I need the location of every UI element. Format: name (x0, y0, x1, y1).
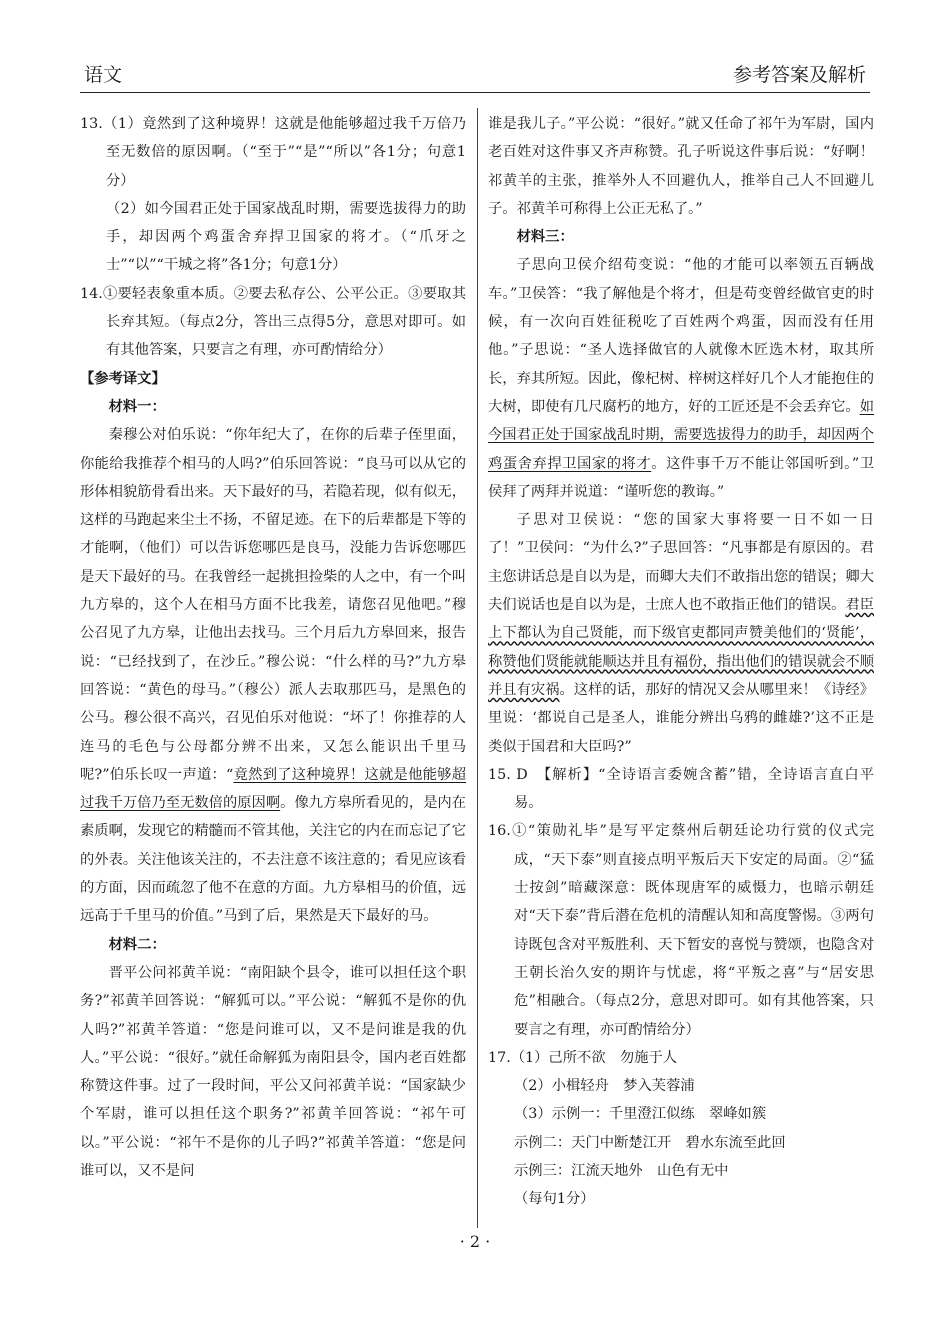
answer-17-2: （2）小楫轻舟 梦入芙蓉浦 (514, 1078, 695, 1095)
subject-label: 语文 (84, 64, 123, 86)
page-header (80, 56, 870, 96)
material-3-part-c: 子思对卫侯说：“您的国家大事将要一日不如一日了！”卫侯问：“为什么?”子思回答：“凡事都是有原因的。君主您讲话总是自以为是，而卿大夫们不敢指出您的错误；卿大夫们说话也是自以为是，士庶人也不敢指正他们的错误。 (488, 512, 875, 614)
material-3-part-b: 。这件事千万不能让邻国听到。”卫侯拜了两拜并说道：“谨听您的教诲。” (488, 455, 874, 500)
page-number: · 2 · (459, 1232, 491, 1251)
header-rule (80, 92, 870, 93)
material-3-heading: 材料三： (516, 229, 574, 246)
answer-17-4: 示例二：天门中断楚江开 碧水东流至此回 (514, 1134, 786, 1151)
material-3-part-d: 。这样的话，那好的情况又会从哪里来！《诗经》里说：‘都说自己是圣人，谁能分辨出乌鸦的雌雄?’这不正是类似于国君和大臣吗?” (488, 681, 875, 755)
translation-heading: 【参考译文】 (80, 370, 166, 387)
section-label: 参考答案及解析 (732, 64, 866, 86)
material-3-part-a: 子思向卫侯介绍苟变说：“他的才能可以率领五百辆战车。”卫侯答：“我了解他是个将才，但是苟变曾经做官吏的时候，有一次向百姓征税吃了百姓两个鸡蛋，因而没有任用他。”子思说：“圣人选择做官的人就像木匠选木材，取其所长，弃其所短。因此，像杞树、梓树这样好几个人才能抱住的大树，即使有几尺腐朽的地方，好的工匠还是不会丢弃它。 (488, 257, 875, 415)
material-1-text (80, 421, 466, 930)
answer-15: 15. D 【解析】“全诗语言委婉含蓄”错，全诗语言直白平易。 (488, 766, 874, 812)
answer-17-3: （3）示例一：千里澄江似练 翠峰如簇 (514, 1106, 767, 1123)
answer-17-6: （每句1分） (514, 1191, 595, 1208)
material-3-text (488, 251, 874, 506)
left-column (80, 110, 466, 1185)
material-2-text: 晋平公问祁黄羊说：“南阳缺个县令，谁可以担任这个职务?”祁黄羊回答说：“解狐可以。”平公说：“解狐不是你的仇人吗?”祁黄羊答道：“您是问谁可以，又不是问谁是我的仇人。”平公说：“很好。”就任命解狐为南阳县令，国内老百姓都称赞这件事。过了一段时间，平公又问祁黄羊说：“国家缺少个军尉，谁可以担任这个职务?”祁黄羊回答说：“祁午可以。”平公说：“祁午不是你的儿子吗?”祁黄羊答道：“您是问谁可以，又不是问 (80, 964, 466, 1179)
right-column (488, 110, 874, 1214)
material-2-heading: 材料二： (108, 936, 166, 953)
material-3-underlined: 如今国君正处于国家战乱时期，需要选拔得力的助手，却因两个鸡蛋舍弃捍卫国家的将才 (488, 398, 875, 472)
answer-17-5: 示例三：江流天地外 山色有无中 (514, 1162, 729, 1179)
answer-13-2: （2）如今国君正处于国家战乱时期，需要选拔得力的助手，却因两个鸡蛋舍弃捍卫国家的将才。（“爪牙之士”“以”“干城之将”各1分；句意1分） (106, 200, 466, 274)
material-1-part-b: 。像九方皋所看见的，是内在素质啊，发现它的精髓而不管其他，关注它的内在而忘记了它的外表。关注他该关注的，不去注意不该注意的；看见应该看的方面，因而疏忽了他不在意的方面。九方皋相马的价值，远远高于千里马的价值。”马到了后，果然是天下最好的马。 (80, 795, 467, 925)
material-1-heading: 材料一： (108, 398, 166, 415)
material-1-underlined: 竟然到了这种境界！这就是他能够超过我千万倍乃至无数倍的原因啊 (80, 766, 466, 812)
column-divider (477, 108, 478, 1228)
material-3-wavy: 君臣上下都认为自己贤能，而下级官吏都同声赞美他们的‘贤能’，称赞他们贤能就能顺达并且有福份，指出他们的错误就会不顺并且有灾祸 (488, 597, 875, 698)
answer-13-1: 13.（1）竟然到了这种境界！这就是他能够超过我千万倍乃至无数倍的原因啊。（“至于”“是”“所以”各1分；句意1分） (80, 116, 466, 189)
answer-14: 14.①要轻表象重本质。②要去私存公、公平公正。③要取其长弃其短。（每点2分，答出三点得5分，意思对即可。如有其他答案，只要言之有理，亦可酌情给分） (80, 285, 466, 359)
material-1-part-a: 秦穆公对伯乐说：“你年纪大了，在你的后辈子侄里面，你能给我推荐个相马的人吗?”伯乐回答说：“良马可以从它的形体相貌筋骨看出来。天下最好的马，若隐若现，似有似无，这样的马跑起来尘土不扬，不留足迹。在下的后辈都是下等的才能啊，（他们）可以告诉您哪匹是良马，没能力告诉您哪匹是天下最好的马。在我曾经一起挑担捡柴的人之中，有一个叫九方皋的，这个人在相马方面不比我差，请您召见他吧。”穆公召见了九方皋，让他出去找马。三个月后九方皋回来，报告说：“已经找到了，在沙丘。”穆公说：“什么样的马?”九方皋回答说：“黄色的母马。”（穆公）派人去取那匹马，是黑色的公马。穆公很不高兴，召见伯乐对他说：“坏了！你推荐的人连马的毛色与公母都分辨不出来，又怎么能识出千里马呢?”伯乐长叹一声道：“ (80, 427, 467, 783)
answer-17-1: 17.（1）己所不欲 勿施于人 (488, 1049, 678, 1066)
material-3-text-2 (488, 506, 874, 761)
material-2-continued: 谁是我儿子。”平公说：“很好。”就又任命了祁午为军尉，国内老百姓对这件事又齐声称赞。孔子听说这件事后说：“好啊！祁黄羊的主张，推举外人不回避仇人，推举自己人不回避儿子。祁黄羊可称得上公正无私了。” (488, 116, 874, 217)
answer-16: 16.①“策勋礼毕”是写平定蔡州后朝廷论功行赏的仪式完成，“天下泰”则直接点明平叛后天下安定的局面。②“猛士按剑”暗藏深意：既体现唐军的威慑力，也暗示朝廷对“天下泰”背后潜在危机的清醒认知和高度警惕。③两句诗既包含对平叛胜利、天下暂安的喜悦与赞颂，也隐含对王朝长治久安的期许与忧虑，将“平叛之喜”与“居安思危”相融合。（每点2分，意思对即可。如有其他答案，只要言之有理，亦可酌情给分） (488, 823, 874, 1038)
